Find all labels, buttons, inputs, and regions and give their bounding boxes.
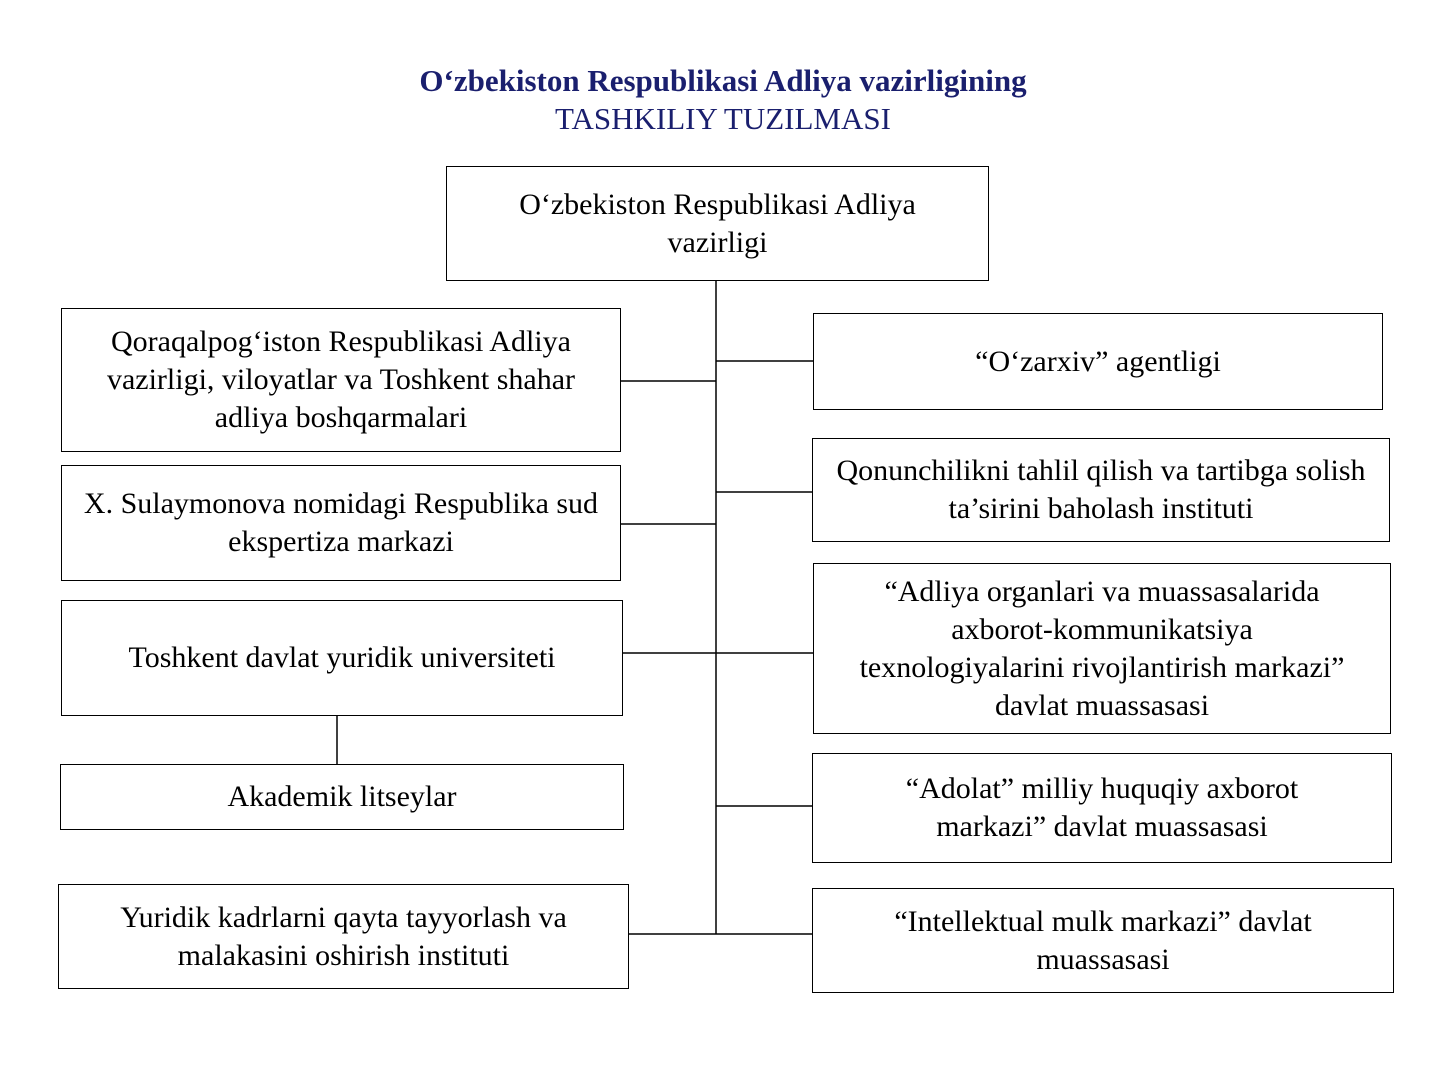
node-law-university — [61, 600, 623, 716]
node-uzarxiv-agency — [813, 313, 1383, 410]
node-retraining-institute-label: Yuridik kadrlarni qayta tayyorlash va malakasini oshirish instituti — [120, 900, 567, 972]
node-regional-departments — [61, 308, 621, 452]
node-legislation-institute-label: Qonunchilikni tahlil qilish va tartibga solish ta’sirini baholash instituti — [836, 454, 1366, 525]
node-forensic-center — [61, 465, 621, 581]
node-adolat-center-label: “Adolat” milliy huquqiy axborot markazi” davlat muassasasi — [905, 772, 1299, 843]
node-legislation-institute — [812, 438, 1390, 542]
node-law-university-label: Toshkent davlat yuridik universiteti — [128, 641, 556, 674]
node-ict-center-label: “Adliya organlari va muassasalarida axborot-kommunikatsiya texnologiyalarini rivojlantirish markazi” davlat muassasasi — [859, 574, 1345, 722]
node-academic-lyceums-label: Akademik litseylar — [227, 780, 457, 813]
node-ministry — [446, 166, 989, 281]
chart-title: O‘zbekiston Respublikasi Adliya vazirligining — [419, 63, 1027, 98]
node-intellectual-property-center — [812, 888, 1394, 993]
node-uzarxiv-agency-label: “O‘zarxiv” agentligi — [975, 344, 1221, 378]
node-academic-lyceums — [60, 764, 624, 830]
chart-subtitle: TASHKILIY TUZILMASI — [555, 101, 891, 136]
node-adolat-center — [812, 753, 1392, 863]
node-regional-departments-label: Qoraqalpog‘iston Respublikasi Adliya vazirligi, viloyatlar va Toshkent shahar adliya boshqarmalari — [106, 325, 576, 434]
node-ict-center — [813, 563, 1391, 734]
node-ministry-label: O‘zbekiston Respublikasi Adliya vazirligi — [519, 187, 916, 259]
node-intellectual-property-center-label: “Intellektual mulk markazi” davlat muassasasi — [894, 904, 1312, 976]
node-retraining-institute — [58, 884, 629, 989]
node-forensic-center-label: X. Sulaymonova nomidagi Respublika sud ekspertiza markazi — [83, 487, 599, 558]
